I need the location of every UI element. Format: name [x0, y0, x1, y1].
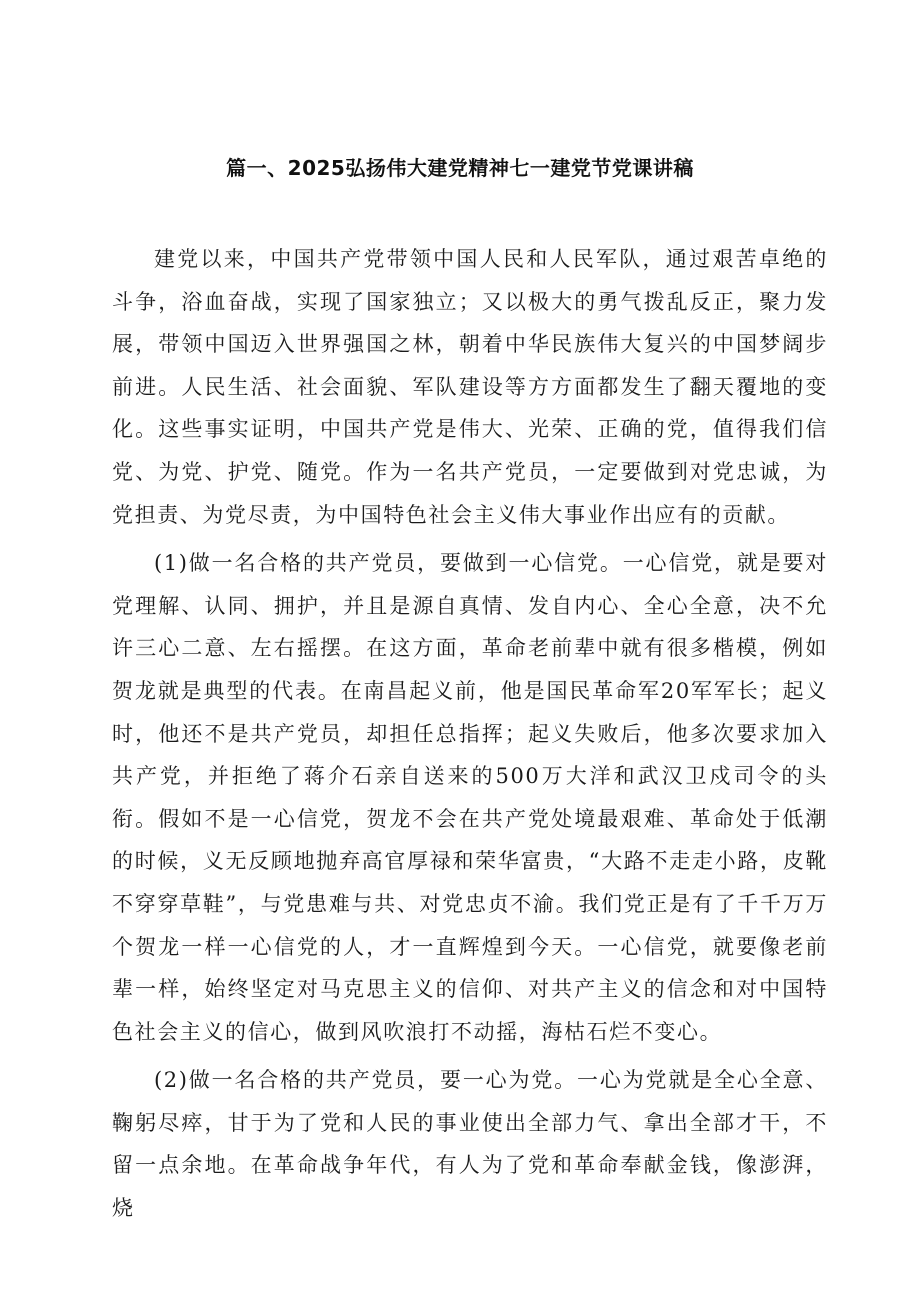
- paragraph-intro: 建党以来，中国共产党带领中国人民和人民军队，通过艰苦卓绝的斗争，浴血奋战，实现了国家独立；又以极大的勇气拨乱反正，聚力发展，带领中国迈入世界强国之林，朝着中华民族伟大复兴的中国梦阔步前进。人民生活、社会面貌、军队建设等方方面都发生了翻天覆地的变化。这些事实证明，中国共产党是伟大、光荣、正确的党，值得我们信党、为党、护党、随党。作为一名共产党员，一定要做到对党忠诚，为党担责、为党尽责，为中国特色社会主义伟大事业作出应有的贡献。: [112, 247, 828, 527]
- document-body: [112, 238, 828, 1236]
- paragraph-point-1: (1)做一名合格的共产党员，要做到一心信党。一心信党，就是要对党理解、认同、拥护，并且是源自真情、发自内心、全心全意，决不允许三心二意、左右摇摆。在这方面，革命老前辈中就有很多楷模，例如贺龙就是典型的代表。在南昌起义前，他是国民革命军20军军长；起义时，他还不是共产党员，却担任总指挥；起义失败后，他多次要求加入共产党，并拒绝了蒋介石亲自送来的500万大洋和武汉卫戍司令的头衔。假如不是一心信党，贺龙不会在共产党处境最艰难、革命处于低潮的时候，义无反顾地抛弃高官厚禄和荣华富贵，“大路不走走小路，皮靴不穿穿草鞋”，与党患难与共、对党忠贞不渝。我们党正是有了千千万万个贺龙一样一心信党的人，才一直辉煌到今天。一心信党，就要像老前辈一样，始终坚定对马克思主义的信仰、对共产主义的信念和对中国特色社会主义的信心，做到风吹浪打不动摇，海枯石烂不变心。: [112, 551, 828, 1044]
- paragraph-point-2: (2)做一名合格的共产党员，要一心为党。一心为党就是全心全意、鞠躬尽瘁，甘于为了党和人民的事业使出全部力气、拿出全部才干，不留一点余地。在革命战争年代，有人为了党和革命奉献金钱，像澎湃，烧: [112, 1068, 828, 1221]
- document-title: 篇一、2025弘扬伟大建党精神七一建党节党课讲稿: [226, 156, 694, 180]
